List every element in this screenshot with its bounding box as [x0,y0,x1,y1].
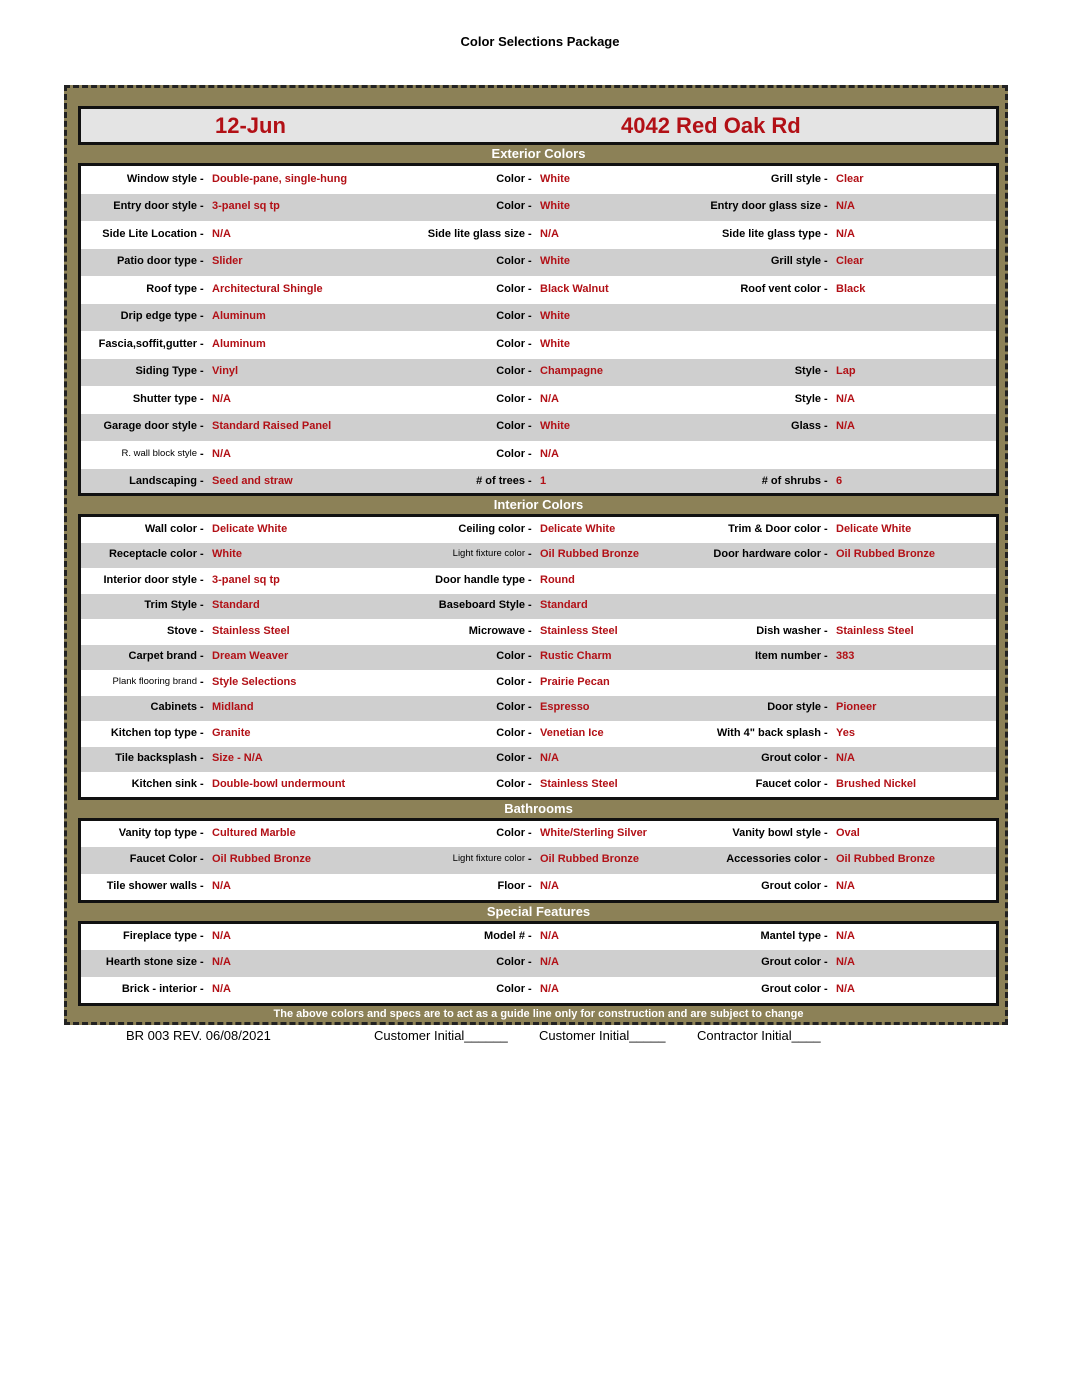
field-value: Standard [540,599,588,612]
field-label: With 4" back splash [716,726,821,739]
field-label: Door handle type [435,573,525,586]
separator-dash: - [824,879,828,892]
section-title: Interior Colors [493,497,584,512]
selection-row [81,924,996,950]
selection-row [81,221,996,249]
field-label: Grout color [761,956,821,969]
disclaimer-note: The above colors and specs are to act as a guide line only for construction and are subject to change [273,1008,804,1020]
field-label: Grout color [761,752,821,765]
field-value: Stainless Steel [540,777,618,790]
separator-dash: - [824,827,828,840]
customer-initial-2: Customer Initial_____ [539,1028,666,1043]
field-value: Delicate White [836,522,912,535]
selection-row [81,304,996,332]
field-label: Item number [754,650,821,663]
separator-dash: - [528,726,532,739]
field-value: Prairie Pecan [540,675,610,688]
field-label: Plank flooring brand [112,675,197,687]
selection-row [81,670,996,696]
field-value: Oil Rubbed Bronze [540,853,639,866]
selection-row [81,747,996,773]
separator-dash: - [200,879,204,892]
field-label: Roof type [146,282,197,295]
field-label: Roof vent color [740,282,821,295]
separator-dash: - [528,522,532,535]
separator-dash: - [200,624,204,637]
field-value: White [540,200,570,213]
field-value: Standard [212,599,260,612]
selection-row [81,645,996,671]
field-label: Faucet Color [129,853,197,866]
separator-dash: - [528,548,532,561]
field-value: Double-bowl undermount [212,777,346,790]
field-label: Style [794,392,821,405]
separator-dash: - [528,447,532,460]
field-value: N/A [836,982,855,995]
separator-dash: - [200,282,204,295]
field-label: Trim Style [144,599,197,612]
selection-row [81,386,996,414]
field-label: Grill style [770,172,821,185]
selection-row [81,331,996,359]
separator-dash: - [200,365,204,378]
field-label: Receptacle color [108,548,197,561]
field-label: Vanity bowl style [732,827,821,840]
field-label: Color [496,172,525,185]
field-label: Color [496,282,525,295]
field-value: Rustic Charm [540,650,612,663]
field-value: White [540,420,570,433]
selection-row [81,517,996,543]
separator-dash: - [528,573,532,586]
form-code: BR 003 REV. 06/08/2021 [126,1028,271,1043]
separator-dash: - [528,337,532,350]
separator-dash: - [824,200,828,213]
separator-dash: - [528,982,532,995]
field-label: Drip edge type [120,310,197,323]
selection-row [81,543,996,569]
field-label: Grill style [770,255,821,268]
separator-dash: - [824,853,828,866]
field-value: Espresso [540,701,590,714]
field-label: Color [496,982,525,995]
separator-dash: - [528,475,532,488]
field-label: Side lite glass type [721,227,821,240]
field-value: N/A [836,420,855,433]
separator-dash: - [200,447,204,460]
field-label: Siding Type [135,365,197,378]
field-value: Dream Weaver [212,650,289,663]
separator-dash: - [528,255,532,268]
separator-dash: - [200,392,204,405]
field-value: N/A [836,956,855,969]
field-label: Side lite glass size [427,227,525,240]
field-label: Color [496,726,525,739]
field-value: White [212,548,242,561]
field-label: Color [496,752,525,765]
field-value: Stainless Steel [540,624,618,637]
separator-dash: - [824,475,828,488]
field-value: Oil Rubbed Bronze [836,853,935,866]
separator-dash: - [528,827,532,840]
separator-dash: - [200,650,204,663]
field-value: N/A [836,392,855,405]
separator-dash: - [200,310,204,323]
field-value: N/A [540,227,559,240]
field-value: 6 [836,475,843,488]
field-value: N/A [836,879,855,892]
field-value: 1 [540,475,547,488]
field-value: N/A [540,879,559,892]
field-value: Oil Rubbed Bronze [212,853,311,866]
section-box [78,921,999,1006]
field-label: Patio door type [116,255,197,268]
field-label: Style [794,365,821,378]
field-label: Brick - interior [121,982,197,995]
field-value: Delicate White [540,522,616,535]
separator-dash: - [528,650,532,663]
separator-dash: - [200,701,204,714]
field-value: Lap [836,365,856,378]
separator-dash: - [528,930,532,943]
field-label: Carpet brand [128,650,197,663]
field-label: Accessories color [726,853,821,866]
field-label: Grout color [761,982,821,995]
selection-row [81,874,996,900]
field-label: Kitchen top type [110,726,197,739]
field-label: Color [496,420,525,433]
selection-row [81,950,996,976]
separator-dash: - [200,573,204,586]
field-value: Double-pane, single-hung [212,172,348,185]
field-value: N/A [836,200,855,213]
selection-row [81,414,996,442]
selection-row [81,696,996,722]
customer-initial-1: Customer Initial______ [374,1028,508,1043]
separator-dash: - [200,475,204,488]
selection-row [81,166,996,194]
field-label: Floor [497,879,525,892]
field-label: R. wall block style [121,447,197,459]
separator-dash: - [824,777,828,790]
field-value: Clear [836,172,864,185]
field-label: Microwave [468,624,525,637]
field-label: Grout color [761,879,821,892]
separator-dash: - [200,172,204,185]
field-value: Architectural Shingle [212,282,323,295]
field-value: Black Walnut [540,282,609,295]
separator-dash: - [528,365,532,378]
field-label: Color [496,675,525,688]
field-label: Window style [126,172,197,185]
header-address: 4042 Red Oak Rd [621,113,801,138]
field-label: Tile backsplash [115,752,197,765]
selection-row [81,977,996,1003]
separator-dash: - [528,853,532,866]
field-value: Oil Rubbed Bronze [540,548,639,561]
separator-dash: - [200,726,204,739]
separator-dash: - [200,930,204,943]
field-label: Kitchen sink [131,777,197,790]
field-label: Light fixture color [452,853,525,865]
field-value: Seed and straw [212,475,293,488]
selection-row [81,821,996,847]
field-value: Stainless Steel [836,624,914,637]
separator-dash: - [200,956,204,969]
field-value: Black [836,282,866,295]
separator-dash: - [824,982,828,995]
field-label: Color [496,200,525,213]
field-label: Hearth stone size [105,956,197,969]
field-value: Cultured Marble [212,827,296,840]
field-value: N/A [212,392,231,405]
field-value: Venetian Ice [540,726,604,739]
separator-dash: - [528,282,532,295]
document-title: Color Selections Package [460,34,620,49]
field-label: Color [496,827,525,840]
selection-row [81,469,996,497]
field-value: N/A [212,879,231,892]
separator-dash: - [200,227,204,240]
field-value: Standard Raised Panel [212,420,332,433]
field-label: Shutter type [132,392,197,405]
separator-dash: - [528,227,532,240]
field-label: # of shrubs [761,475,821,488]
field-value: N/A [212,227,231,240]
field-value: Aluminum [212,337,266,350]
separator-dash: - [200,200,204,213]
separator-dash: - [528,956,532,969]
field-value: Granite [212,726,251,739]
field-value: N/A [212,930,231,943]
field-value: N/A [540,930,559,943]
separator-dash: - [528,310,532,323]
selection-row [81,594,996,620]
field-value: Champagne [540,365,603,378]
separator-dash: - [200,337,204,350]
field-value: N/A [212,982,231,995]
separator-dash: - [200,522,204,535]
separator-dash: - [200,599,204,612]
field-label: Light fixture color [452,548,525,560]
separator-dash: - [824,255,828,268]
field-value: N/A [540,956,559,969]
field-label: Fascia,soffit,gutter [98,337,197,350]
field-value: Size - N/A [212,752,263,765]
field-label: Ceiling color [458,522,525,535]
field-value: N/A [836,227,855,240]
separator-dash: - [528,752,532,765]
field-value: 383 [836,650,855,663]
separator-dash: - [528,172,532,185]
field-label: Side Lite Location [102,227,197,240]
field-value: Stainless Steel [212,624,290,637]
field-label: Color [496,392,525,405]
section-title: Exterior Colors [491,146,586,161]
section-box [78,818,999,903]
field-value: Brushed Nickel [836,777,917,790]
separator-dash: - [528,420,532,433]
separator-dash: - [824,282,828,295]
field-value: Midland [212,701,254,714]
separator-dash: - [824,365,828,378]
field-value: Delicate White [212,522,288,535]
separator-dash: - [200,752,204,765]
field-label: Door style [767,701,821,714]
field-label: Color [496,310,525,323]
contractor-initial: Contractor Initial____ [697,1028,821,1043]
field-label: Entry door glass size [710,200,821,213]
field-label: Vanity top type [118,827,197,840]
separator-dash: - [200,853,204,866]
separator-dash: - [824,930,828,943]
selection-row [81,721,996,747]
field-value: N/A [836,930,855,943]
separator-dash: - [824,701,828,714]
field-value: N/A [212,447,231,460]
separator-dash: - [200,255,204,268]
separator-dash: - [200,777,204,790]
field-value: White [540,310,570,323]
field-value: N/A [540,752,559,765]
separator-dash: - [824,420,828,433]
separator-dash: - [528,392,532,405]
field-value: White/Sterling Silver [540,827,647,840]
field-value: 3-panel sq tp [212,200,280,213]
separator-dash: - [824,548,828,561]
field-label: Color [496,337,525,350]
field-label: Fireplace type [123,930,197,943]
field-label: Cabinets [150,701,197,714]
field-value: Pioneer [836,701,877,714]
field-label: # of trees [476,475,525,488]
field-value: Style Selections [212,675,297,688]
separator-dash: - [200,548,204,561]
separator-dash: - [824,956,828,969]
field-label: Glass [791,420,821,433]
field-value: N/A [212,956,231,969]
separator-dash: - [200,420,204,433]
field-value: White [540,255,570,268]
selection-row [81,249,996,277]
selection-row [81,276,996,304]
separator-dash: - [824,624,828,637]
section-box [78,514,999,800]
field-value: N/A [540,447,559,460]
field-value: N/A [540,392,559,405]
separator-dash: - [200,982,204,995]
field-value: N/A [540,982,559,995]
separator-dash: - [824,726,828,739]
field-label: Color [496,255,525,268]
separator-dash: - [528,624,532,637]
selection-row [81,441,996,469]
field-label: Dish washer [756,624,821,637]
field-label: Faucet color [755,777,821,790]
separator-dash: - [200,827,204,840]
field-value: Yes [836,726,855,739]
field-label: Color [496,956,525,969]
field-value: White [540,337,570,350]
section-box [78,163,999,496]
field-label: Landscaping [129,475,197,488]
separator-dash: - [824,172,828,185]
field-value: Round [540,573,575,586]
selection-row [81,194,996,222]
field-value: N/A [836,752,855,765]
field-value: Oval [836,827,860,840]
field-label: Interior door style [103,573,197,586]
separator-dash: - [824,650,828,663]
field-value: Aluminum [212,310,266,323]
separator-dash: - [824,227,828,240]
separator-dash: - [528,701,532,714]
section-title: Bathrooms [504,801,573,816]
field-label: Color [496,447,525,460]
separator-dash: - [528,200,532,213]
field-label: Door hardware color [713,548,821,561]
selection-row [81,568,996,594]
separator-dash: - [824,522,828,535]
header-date: 12-Jun [215,113,286,138]
separator-dash: - [824,752,828,765]
field-label: Model # [484,930,525,943]
field-value: Clear [836,255,864,268]
separator-dash: - [528,777,532,790]
field-label: Stove [167,624,197,637]
separator-dash: - [200,675,204,688]
separator-dash: - [824,392,828,405]
field-label: Color [496,777,525,790]
separator-dash: - [528,599,532,612]
field-label: Mantel type [760,930,821,943]
selection-row [81,359,996,387]
field-label: Tile shower walls [106,879,197,892]
field-label: Entry door style [113,200,197,213]
selection-row [81,772,996,798]
field-value: Slider [212,255,243,268]
selection-row [81,619,996,645]
separator-dash: - [528,675,532,688]
field-label: Trim & Door color [728,522,821,535]
selection-row [81,847,996,873]
field-value: White [540,172,570,185]
field-label: Color [496,365,525,378]
field-value: Vinyl [212,365,239,378]
section-title: Special Features [486,904,591,919]
field-value: 3-panel sq tp [212,573,280,586]
field-label: Color [496,650,525,663]
field-label: Garage door style [103,420,197,433]
field-value: Oil Rubbed Bronze [836,548,935,561]
field-label: Color [496,701,525,714]
header-box [78,106,999,145]
separator-dash: - [528,879,532,892]
field-label: Baseboard Style [438,599,525,612]
field-label: Wall color [144,522,197,535]
